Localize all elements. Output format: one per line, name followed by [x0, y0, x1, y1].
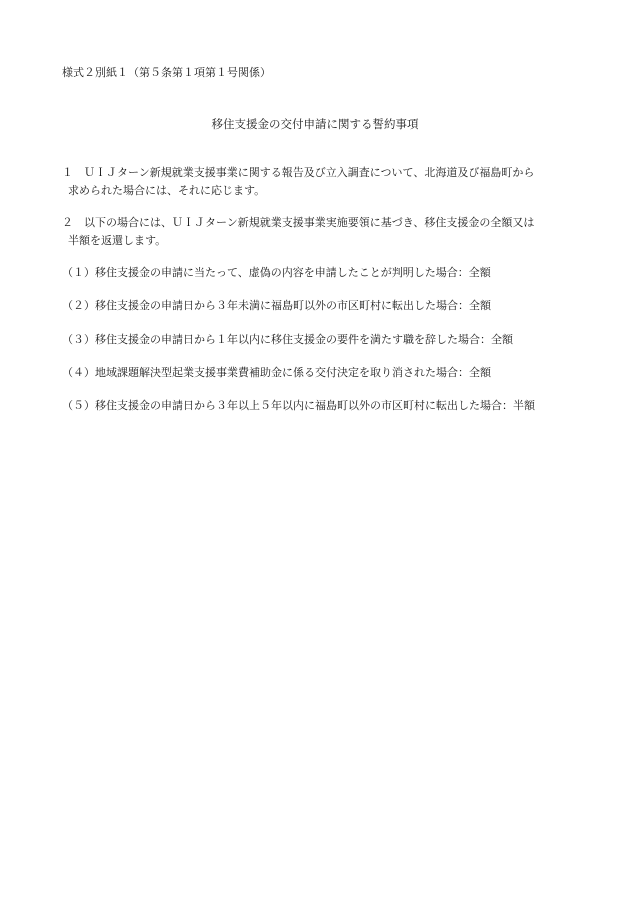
pledge-item-number: １ [62, 166, 73, 179]
form-label: 様式２別紙１（第５条第１項第１号関係） [62, 66, 271, 79]
pledge-item-number: ２ [62, 216, 73, 229]
pledge-item-1 [62, 164, 562, 200]
pledge-item-text-line2: 半額を返還します。 [68, 234, 167, 247]
refund-condition-5: （５）移住支援金の申請日から３年以上５年以内に福島町以外の市区町村に転出した場合：半額 [62, 399, 535, 412]
document-title: 移住支援金の交付申請に関する誓約事項 [211, 117, 419, 131]
refund-condition-2: （２）移住支援金の申請日から３年未満に福島町以外の市区町村に転出した場合：全額 [62, 299, 491, 312]
pledge-item-text-line2: 求められた場合には、それに応じます。 [68, 184, 266, 197]
refund-condition-3: （３）移住支援金の申請日から１年以内に移住支援金の要件を満たす職を辞した場合：全額 [62, 333, 513, 346]
pledge-item-2 [62, 214, 562, 250]
refund-condition-4: （４）地域課題解決型起業支援事業費補助金に係る交付決定を取り消された場合：全額 [62, 366, 491, 379]
refund-condition-1: （１）移住支援金の申請に当たって、虚偽の内容を申請したことが判明した場合：全額 [62, 266, 491, 279]
pledge-item-text-line1: ＵＩＪターン新規就業支援事業に関する報告及び立入調査について、北海道及び福島町から [84, 166, 535, 179]
pledge-item-text-line1: 以下の場合には、ＵＩＪターン新規就業支援事業実施要領に基づき、移住支援金の全額又は [84, 216, 535, 229]
